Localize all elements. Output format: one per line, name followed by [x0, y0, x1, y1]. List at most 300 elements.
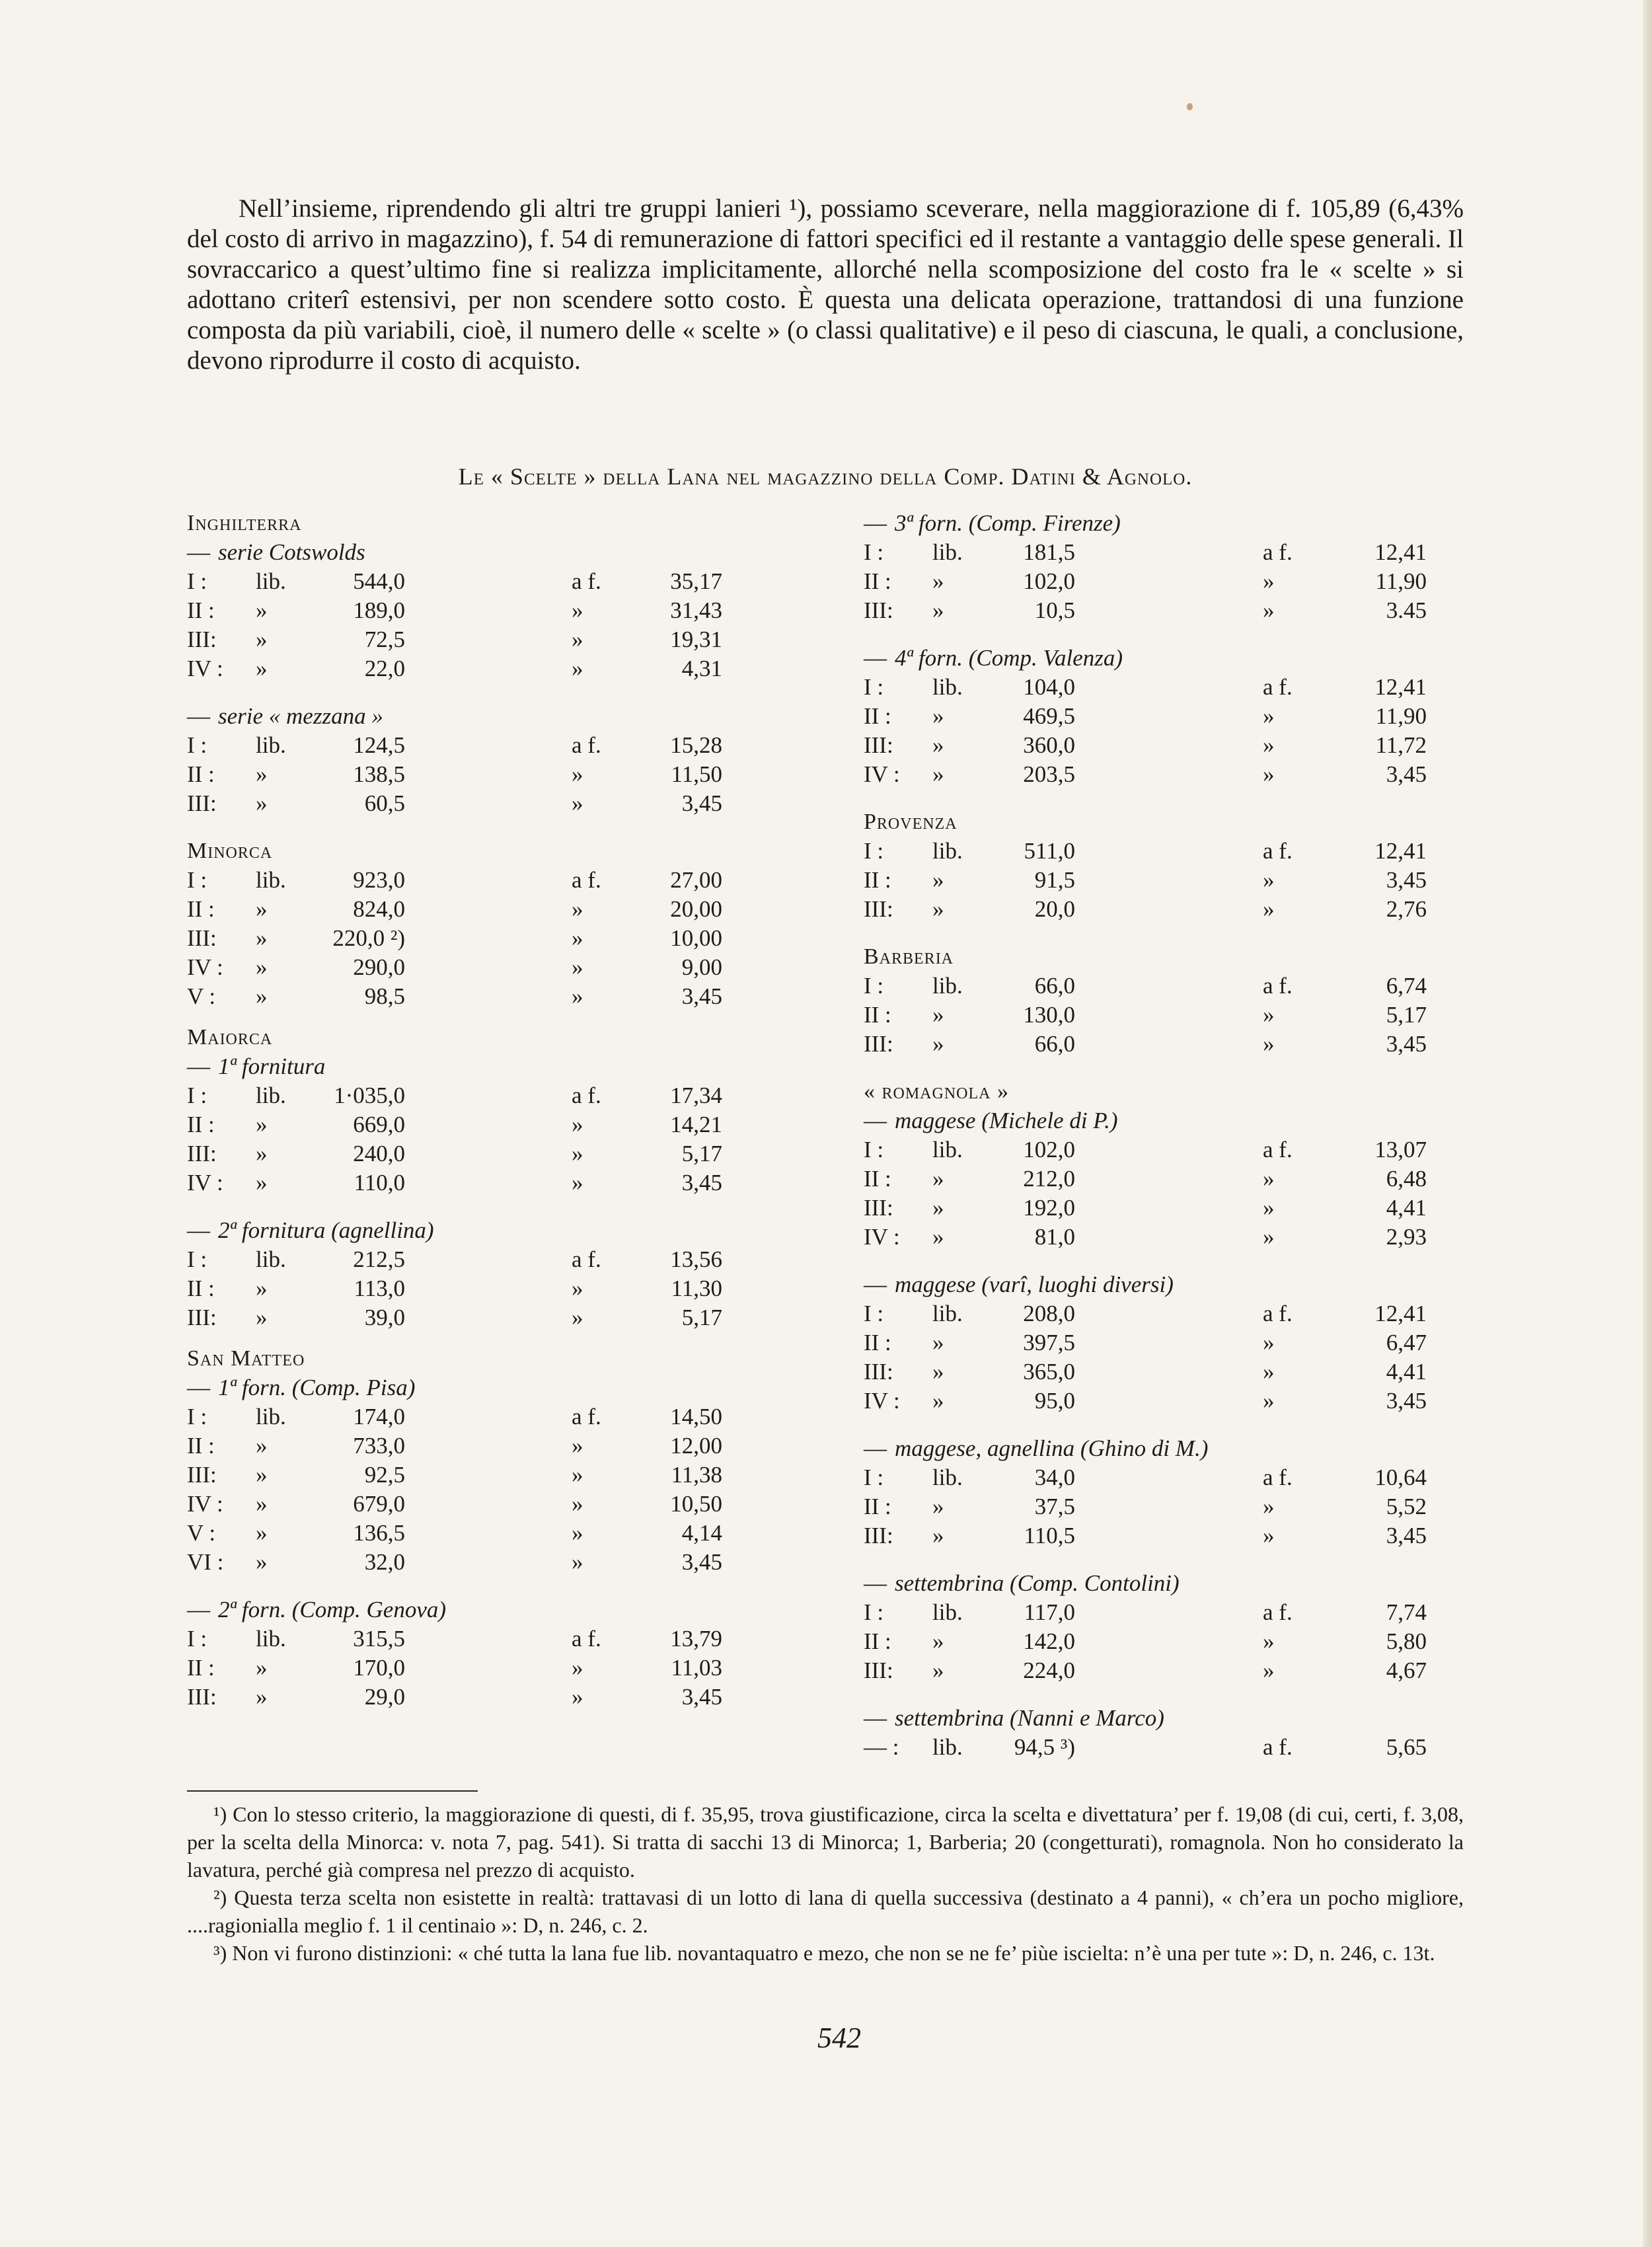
unit-label: » — [932, 1523, 944, 1548]
table-row — [864, 866, 1458, 895]
price-unit-label: a f. — [1263, 973, 1293, 999]
value-cell: 3,45 — [681, 983, 722, 1009]
price-unit-label: » — [1263, 1628, 1275, 1654]
series-heading — [187, 1052, 755, 1081]
quantity-cell: 142,0 — [1023, 1628, 1075, 1654]
dash-mark: — — [864, 510, 887, 536]
class-label: II : — [187, 1433, 215, 1459]
series-label: 2ª forn. (Comp. Genova) — [218, 1597, 447, 1622]
unit-label: lib. — [256, 568, 286, 594]
series-heading — [864, 1106, 1458, 1135]
table-row — [864, 1299, 1458, 1328]
price-unit-label: » — [572, 790, 583, 816]
price-unit-label: » — [1263, 1359, 1275, 1385]
price-unit-label: » — [572, 1462, 583, 1488]
value-cell: 12,41 — [1374, 1301, 1427, 1326]
value-cell: 14,50 — [670, 1404, 722, 1429]
quantity-cell: 212,0 — [1023, 1166, 1075, 1192]
value-cell: 35,17 — [670, 568, 722, 594]
value-cell: 4,67 — [1386, 1657, 1427, 1683]
quantity-cell: 181,5 — [1023, 539, 1075, 565]
price-unit-label: » — [1263, 568, 1275, 594]
series-heading — [864, 509, 1458, 538]
price-unit-label: a f. — [572, 732, 601, 758]
footnote-2: ²) Questa terza scelta non esistette in realtà: trattavasi di un lotto di lana di quella successiva (destinato a 4 panni), « ch’era un pocho migliore, ....ragionialla meglio f. 1 il centinaio »: D, n. 246, c. 2. — [187, 1885, 1464, 1937]
unit-label: lib. — [932, 838, 963, 864]
quantity-cell: 511,0 — [1024, 838, 1075, 864]
price-unit-label: a f. — [572, 1083, 601, 1108]
quantity-cell: 37,5 — [1034, 1494, 1075, 1519]
class-label: III: — [864, 1523, 893, 1548]
unit-label: » — [932, 761, 944, 787]
dash-mark: — — [864, 1435, 887, 1461]
price-unit-label: a f. — [1263, 674, 1293, 700]
quantity-cell: 22,0 — [364, 656, 405, 681]
series-label: maggese, agnellina (Ghino di M.) — [895, 1435, 1209, 1461]
region-heading: Maiorca — [187, 1025, 273, 1049]
group-spacer — [187, 1198, 755, 1216]
table-row — [187, 1519, 755, 1548]
table-group — [864, 942, 1458, 1059]
quantity-cell: 66,0 — [1034, 973, 1075, 999]
table-row — [187, 1081, 755, 1110]
table-row — [864, 1656, 1458, 1685]
class-label: V : — [187, 1520, 216, 1546]
value-cell: 11,03 — [671, 1655, 722, 1681]
price-unit-label: » — [572, 1305, 583, 1330]
unit-label: » — [932, 1388, 944, 1414]
class-label: I : — [864, 539, 884, 565]
price-unit-label: » — [572, 597, 583, 623]
table-row — [187, 982, 755, 1011]
quantity-cell: 102,0 — [1023, 568, 1075, 594]
intro-text: Nell’insieme, riprendendo gli altri tre gruppi lanieri ¹), possiamo sceverare, nella maggiorazione di f. 105,89 (6,43% del costo di arrivo in magazzino), f. 54 di remunerazione di fattori specifici ed il restante a vantaggio delle spese generali. Il sovraccarico a quest’ultimo fine si realizza implicitamente, allorché nella scomposizione del costo fra le « scelte » si adottano criterî estensivi, per non scendere sotto costo. È questa una delicata operazione, trattandosi di una funzione composta da più variabili, cioè, il numero delle « scelte » (o classi qualitative) e il peso di ciascuna, le quali, a conclusione, devono riprodurre il costo di acquisto. — [187, 194, 1464, 375]
unit-label: » — [256, 1112, 268, 1137]
value-cell: 6,48 — [1386, 1166, 1427, 1192]
class-label: — : — [864, 1734, 899, 1760]
unit-label: » — [256, 1520, 268, 1546]
quantity-cell: 544,0 — [353, 568, 405, 594]
class-label: IV : — [187, 1491, 223, 1517]
value-cell: 31,43 — [670, 597, 722, 623]
price-unit-label: » — [572, 1655, 583, 1681]
class-label: II : — [187, 1112, 215, 1137]
quantity-cell: 72,5 — [364, 627, 405, 652]
class-label: IV : — [187, 954, 223, 980]
table-row — [864, 1463, 1458, 1492]
value-cell: 15,28 — [670, 732, 722, 758]
value-cell: 6,74 — [1386, 973, 1427, 999]
price-unit-label: a f. — [572, 867, 601, 893]
price-unit-label: » — [572, 954, 583, 980]
quantity-cell: 104,0 — [1023, 674, 1075, 700]
value-cell: 12,41 — [1374, 838, 1427, 864]
table-row — [187, 895, 755, 924]
quantity-cell: 110,5 — [1024, 1523, 1075, 1548]
class-label: II : — [864, 1628, 891, 1654]
class-label: IV : — [864, 761, 900, 787]
value-cell: 2,76 — [1386, 896, 1427, 922]
table-row — [864, 702, 1458, 731]
value-cell: 12,41 — [1374, 674, 1427, 700]
value-cell: 3,45 — [681, 790, 722, 816]
table-group — [187, 1023, 755, 1198]
unit-label: lib. — [932, 1599, 963, 1625]
right-column — [864, 509, 1458, 1762]
unit-label: » — [932, 1166, 944, 1192]
series-label: 3ª forn. (Comp. Firenze) — [895, 510, 1121, 536]
class-label: II : — [864, 1002, 891, 1028]
price-unit-label: a f. — [1263, 539, 1293, 565]
quantity-cell: 66,0 — [1034, 1031, 1075, 1057]
value-cell: 6,47 — [1386, 1330, 1427, 1355]
price-unit-label: » — [1263, 1224, 1275, 1250]
value-cell: 3,45 — [1386, 1031, 1427, 1057]
value-cell: 9,00 — [681, 954, 722, 980]
series-heading — [864, 644, 1458, 673]
value-cell: 3,45 — [681, 1170, 722, 1196]
class-label: I : — [187, 1083, 207, 1108]
price-unit-label: » — [572, 627, 583, 652]
class-label: I : — [864, 973, 884, 999]
class-label: I : — [864, 1301, 884, 1326]
class-label: IV : — [187, 656, 223, 681]
price-unit-label: a f. — [1263, 1137, 1293, 1162]
table-row — [187, 1431, 755, 1461]
value-cell: 3.45 — [1386, 597, 1427, 623]
table-row — [864, 1357, 1458, 1387]
price-unit-label: » — [572, 1276, 583, 1301]
value-cell: 7,74 — [1386, 1599, 1427, 1625]
class-label: III: — [864, 896, 893, 922]
table-title: Le « Scelte » della Lana nel magazzino della Comp. Datini & Agnolo. — [458, 463, 1193, 490]
dash-mark: — — [187, 1053, 210, 1079]
table-row — [864, 895, 1458, 924]
table-row — [187, 1490, 755, 1519]
table-group — [187, 509, 755, 683]
price-unit-label: » — [1263, 1002, 1275, 1028]
value-cell: 5,65 — [1386, 1734, 1427, 1760]
value-cell: 10,00 — [670, 925, 722, 951]
table-row — [187, 1110, 755, 1139]
class-label: III: — [187, 627, 217, 652]
price-unit-label: a f. — [572, 1626, 601, 1652]
price-unit-label: a f. — [1263, 1465, 1293, 1490]
value-cell: 4,31 — [681, 656, 722, 681]
quantity-cell: 32,0 — [364, 1549, 405, 1575]
series-label: 2ª fornitura (agnellina) — [218, 1217, 434, 1243]
class-label: II : — [187, 1276, 215, 1301]
value-cell: 5,17 — [681, 1305, 722, 1330]
unit-label: » — [256, 790, 268, 816]
quantity-cell: 117,0 — [1024, 1599, 1075, 1625]
unit-label: » — [256, 1655, 268, 1681]
class-label: II : — [187, 1655, 215, 1681]
table-row — [864, 731, 1458, 760]
series-label: maggese (Michele di P.) — [895, 1108, 1118, 1133]
price-unit-label: » — [572, 1684, 583, 1710]
table-row — [864, 1627, 1458, 1656]
dash-mark: — — [187, 1217, 210, 1243]
class-label: II : — [864, 1494, 891, 1519]
region-heading: San Matteo — [187, 1346, 305, 1371]
table-row — [864, 1521, 1458, 1550]
value-cell: 2,93 — [1386, 1224, 1427, 1250]
price-unit-label: a f. — [1263, 1734, 1293, 1760]
group-spacer — [864, 1685, 1458, 1704]
unit-label: » — [256, 1170, 268, 1196]
table-row — [187, 731, 755, 760]
dash-mark: — — [864, 1108, 887, 1133]
value-cell: 5,80 — [1386, 1628, 1427, 1654]
table-group — [864, 1077, 1458, 1252]
price-unit-label: a f. — [1263, 838, 1293, 864]
series-label: 1ª fornitura — [218, 1053, 326, 1079]
table-row — [187, 866, 755, 895]
value-cell: 13,07 — [1374, 1137, 1427, 1162]
unit-label: lib. — [256, 867, 286, 893]
value-cell: 11,50 — [671, 761, 722, 787]
value-cell: 13,79 — [670, 1626, 722, 1652]
table-row — [187, 760, 755, 789]
unit-label: » — [932, 1359, 944, 1385]
value-cell: 13,56 — [670, 1246, 722, 1272]
quantity-cell: 170,0 — [353, 1655, 405, 1681]
region-heading: Minorca — [187, 839, 273, 863]
quantity-cell: 98,5 — [364, 983, 405, 1009]
quantity-cell: 365,0 — [1023, 1359, 1075, 1385]
dash-mark: — — [187, 1597, 210, 1622]
group-spacer — [864, 1416, 1458, 1434]
series-label: 1ª forn. (Comp. Pisa) — [218, 1375, 416, 1400]
price-unit-label: » — [572, 656, 583, 681]
unit-label: » — [256, 656, 268, 681]
quantity-cell: 733,0 — [353, 1433, 405, 1459]
class-label: I : — [187, 1404, 207, 1429]
table-row — [864, 1733, 1458, 1762]
price-unit-label: » — [572, 896, 583, 922]
unit-label: » — [256, 1462, 268, 1488]
price-unit-label: » — [1263, 1166, 1275, 1192]
group-spacer — [187, 1011, 755, 1023]
class-label: IV : — [864, 1388, 900, 1414]
price-unit-label: » — [572, 1491, 583, 1517]
quantity-cell: 679,0 — [353, 1491, 405, 1517]
quantity-cell: 124,5 — [353, 732, 405, 758]
price-unit-label: » — [572, 1433, 583, 1459]
unit-label: » — [256, 597, 268, 623]
class-label: I : — [864, 838, 884, 864]
quantity-cell: 10,5 — [1034, 597, 1075, 623]
quantity-cell: 212,5 — [353, 1246, 405, 1272]
class-label: IV : — [187, 1170, 223, 1196]
unit-label: » — [256, 954, 268, 980]
dash-mark: — — [864, 1272, 887, 1297]
table-row — [187, 1624, 755, 1654]
quantity-cell: 824,0 — [353, 896, 405, 922]
table-row — [187, 1274, 755, 1303]
class-label: II : — [864, 1166, 891, 1192]
table-row — [864, 673, 1458, 702]
value-cell: 12,41 — [1374, 539, 1427, 565]
price-unit-label: » — [1263, 1031, 1275, 1057]
unit-label: lib. — [932, 1465, 963, 1490]
table-row — [864, 1135, 1458, 1164]
quantity-cell: 923,0 — [353, 867, 405, 893]
quantity-cell: 138,5 — [353, 761, 405, 787]
class-label: I : — [187, 867, 207, 893]
quantity-cell: 469,5 — [1023, 703, 1075, 729]
table-row — [187, 1139, 755, 1168]
group-spacer — [187, 683, 755, 702]
table-row — [187, 1402, 755, 1431]
unit-label: lib. — [256, 1404, 286, 1429]
value-cell: 11,90 — [1375, 568, 1427, 594]
table-row — [864, 1164, 1458, 1194]
unit-label: » — [256, 896, 268, 922]
price-unit-label: a f. — [1263, 1599, 1293, 1625]
quantity-cell: 224,0 — [1023, 1657, 1075, 1683]
unit-label: » — [256, 925, 268, 951]
value-cell: 14,21 — [670, 1112, 722, 1137]
quantity-cell: 20,0 — [1034, 896, 1075, 922]
quantity-cell: 95,0 — [1034, 1388, 1075, 1414]
value-cell: 17,34 — [670, 1083, 722, 1108]
quantity-cell: 130,0 — [1023, 1002, 1075, 1028]
unit-label: lib. — [256, 1626, 286, 1652]
class-label: I : — [864, 1137, 884, 1162]
table-row — [864, 1492, 1458, 1521]
price-unit-label: » — [1263, 1388, 1275, 1414]
dash-mark: — — [864, 645, 887, 671]
unit-label: lib. — [932, 674, 963, 700]
series-heading — [864, 1704, 1458, 1733]
ink-spot — [1187, 103, 1193, 110]
group-spacer — [864, 924, 1458, 942]
price-unit-label: » — [1263, 761, 1275, 787]
class-label: I : — [864, 1599, 884, 1625]
table-row — [864, 1328, 1458, 1357]
class-label: I : — [864, 674, 884, 700]
unit-label: » — [932, 1195, 944, 1221]
dash-mark: — — [187, 703, 210, 729]
quantity-cell: 189,0 — [353, 597, 405, 623]
dash-mark: — — [864, 1705, 887, 1731]
quantity-cell: 290,0 — [353, 954, 405, 980]
class-label: II : — [864, 568, 891, 594]
unit-label: » — [932, 867, 944, 893]
unit-label: lib. — [932, 1734, 963, 1760]
series-heading — [864, 1434, 1458, 1463]
series-heading — [187, 702, 755, 731]
table-group — [864, 1704, 1458, 1762]
class-label: VI : — [187, 1549, 224, 1575]
price-unit-label: » — [1263, 732, 1275, 758]
quantity-cell: 136,5 — [353, 1520, 405, 1546]
table-row — [187, 1245, 755, 1274]
unit-label: lib. — [932, 973, 963, 999]
unit-label: lib. — [256, 1246, 286, 1272]
unit-label: » — [932, 1031, 944, 1057]
group-spacer — [864, 625, 1458, 644]
table-row — [187, 596, 755, 625]
table-row — [187, 1461, 755, 1490]
quantity-cell: 81,0 — [1034, 1224, 1075, 1250]
class-label: III: — [864, 1031, 893, 1057]
value-cell: 3,45 — [1386, 1523, 1427, 1548]
class-label: III: — [187, 1462, 217, 1488]
series-label: 4ª forn. (Comp. Valenza) — [895, 645, 1123, 671]
series-heading — [187, 1373, 755, 1402]
value-cell: 10,50 — [670, 1491, 722, 1517]
unit-label: » — [932, 732, 944, 758]
unit-label: » — [932, 1224, 944, 1250]
group-spacer — [187, 1577, 755, 1595]
footnote-1: ¹) Con lo stesso criterio, la maggiorazione di questi, di f. 35,95, trova giustificazione, circa la scelta e divettatura’ per f. 19,08 (di cui, certi, f. 3,08, per la scelta della Minorca: v. nota 7, pag. 541). Si tratta di sacchi 13 di Minorca; 1, Barberia; 20 (congetturati), romagnola. Non ho considerato la lavatura, perché già compresa nel prezzo di acquisto. — [187, 1802, 1464, 1882]
table-row — [864, 567, 1458, 596]
class-label: I : — [187, 568, 207, 594]
price-unit-label: » — [572, 1520, 583, 1546]
class-label: II : — [864, 1330, 891, 1355]
footnote-rule — [187, 1790, 478, 1792]
class-label: I : — [864, 1465, 884, 1490]
unit-label: » — [256, 1491, 268, 1517]
class-label: III: — [864, 597, 893, 623]
price-unit-label: » — [572, 1170, 583, 1196]
footnote-3: ³) Non vi furono distinzioni: « ché tutta la lana fue lib. novantaquatro e mezo, che non se ne fe’ piùe iscielta: n’è una per tute »: D, n. 246, c. 13t. — [213, 1941, 1435, 1965]
region-heading: Provenza — [864, 810, 957, 834]
unit-label: » — [256, 1684, 268, 1710]
class-label: II : — [864, 703, 891, 729]
price-unit-label: » — [1263, 867, 1275, 893]
value-cell: 3,45 — [681, 1549, 722, 1575]
unit-label: » — [932, 1494, 944, 1519]
table-group — [187, 1216, 755, 1332]
quantity-cell: 192,0 — [1023, 1195, 1075, 1221]
table-group — [864, 1434, 1458, 1550]
table-row — [864, 837, 1458, 866]
price-unit-label: » — [572, 1549, 583, 1575]
table-row — [864, 1194, 1458, 1223]
dash-mark: — — [864, 1570, 887, 1596]
unit-label: » — [932, 568, 944, 594]
unit-label: » — [932, 1002, 944, 1028]
quantity-cell: 1·035,0 — [334, 1083, 405, 1108]
quantity-cell: 203,5 — [1023, 761, 1075, 787]
page-edge — [1643, 0, 1652, 2247]
quantity-cell: 91,5 — [1034, 867, 1075, 893]
price-unit-label: » — [572, 983, 583, 1009]
class-label: III: — [187, 1305, 217, 1330]
quantity-cell: 113,0 — [354, 1276, 405, 1301]
unit-label: lib. — [932, 1137, 963, 1162]
class-label: III: — [187, 1684, 217, 1710]
table-row — [864, 596, 1458, 625]
class-label: III: — [187, 1141, 217, 1166]
quantity-cell: 669,0 — [353, 1112, 405, 1137]
class-label: III: — [864, 1359, 893, 1385]
table-row — [187, 567, 755, 596]
value-cell: 4,41 — [1386, 1195, 1427, 1221]
price-unit-label: » — [572, 761, 583, 787]
left-column — [187, 509, 755, 1712]
table-row — [864, 1001, 1458, 1030]
unit-label: » — [256, 1549, 268, 1575]
quantity-cell: 94,5 ³) — [1014, 1734, 1075, 1760]
intro-paragraph — [187, 194, 1464, 376]
quantity-cell: 29,0 — [364, 1684, 405, 1710]
unit-label: » — [932, 896, 944, 922]
